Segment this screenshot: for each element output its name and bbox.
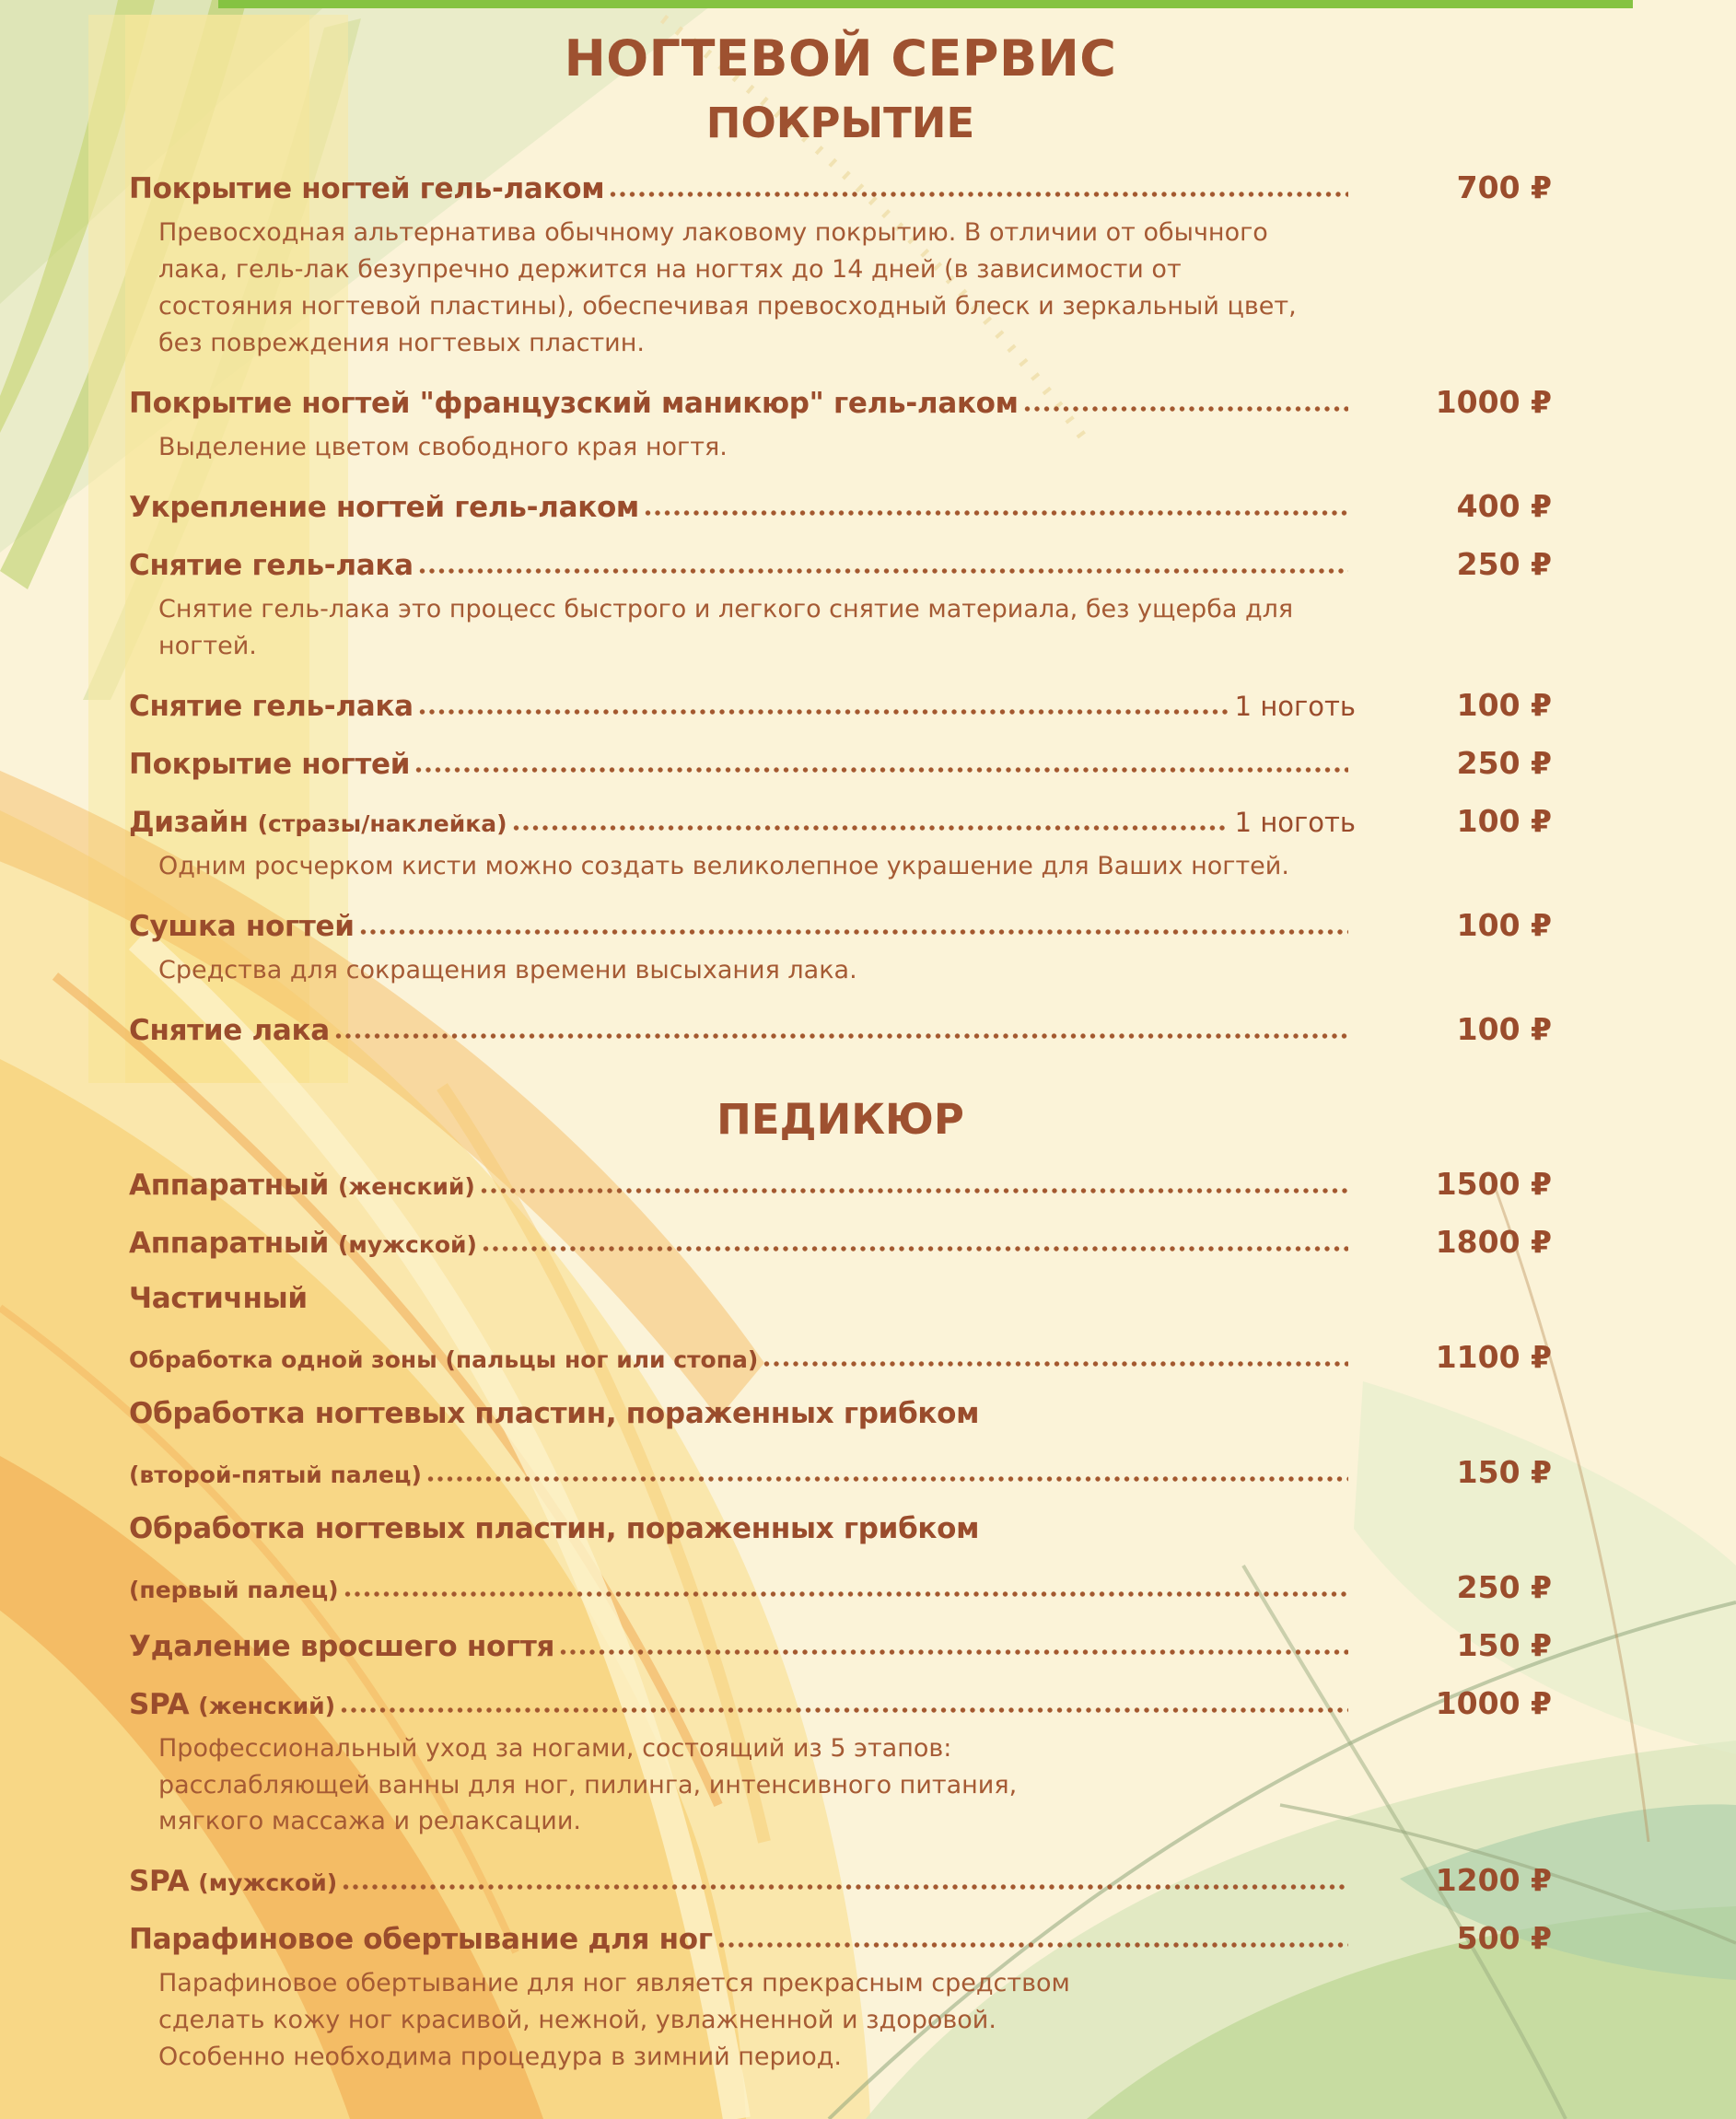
dotted-leader <box>718 1941 1348 1949</box>
item-label-suffix: (мужской) <box>338 1230 477 1258</box>
item-label: Дизайн <box>129 805 249 839</box>
dotted-leader <box>1024 405 1348 413</box>
menu-item <box>129 1282 1552 1315</box>
top-accent-bar <box>218 0 1633 8</box>
menu-item-line <box>129 1685 1552 1721</box>
item-price: 250 ₽ <box>1456 545 1552 582</box>
item-label-suffix: (женский) <box>198 1692 336 1719</box>
item-label: (второй-пятый палец) <box>129 1461 422 1488</box>
item-unit: 1 ноготь <box>1234 690 1356 722</box>
item-description: Профессиональный уход за ногами, состоящий из 5 этапов: расслабляющей ванны для ног, пилинга, интенсивного питания, мягкого массажа и релаксации. <box>158 1733 1018 1836</box>
item-price: 100 ₽ <box>1456 802 1552 839</box>
menu-item-line <box>129 803 1552 839</box>
menu-item-line <box>129 384 1552 420</box>
menu-item <box>129 1224 1552 1260</box>
menu-item <box>129 1685 1552 1841</box>
item-price: 1000 ₽ <box>1435 1684 1552 1721</box>
menu-item <box>129 384 1552 466</box>
dotted-leader <box>419 708 1228 716</box>
dotted-leader <box>513 824 1228 832</box>
page-title: НОГТЕВОЙ СЕРВИС <box>564 29 1117 87</box>
item-label: Аппаратный <box>129 1168 329 1202</box>
dotted-leader <box>419 567 1348 575</box>
menu-item-line <box>129 1512 1552 1545</box>
menu-item-line <box>129 546 1552 582</box>
menu-item <box>129 1920 1552 2076</box>
menu-item-line <box>129 745 1552 781</box>
menu-item <box>129 745 1552 781</box>
menu-item <box>129 1512 1552 1545</box>
menu-item-line <box>129 1454 1552 1490</box>
item-description: Средства для сокращения времени высыхания лака. <box>158 955 857 984</box>
item-price: 150 ₽ <box>1456 1453 1552 1490</box>
menu-item <box>129 907 1552 989</box>
item-label: Покрытие ногтей <box>129 747 411 781</box>
menu-item-line <box>129 687 1552 723</box>
menu-item <box>129 1397 1552 1430</box>
dotted-leader <box>427 1475 1348 1483</box>
item-label-suffix: (стразы/наклейка) <box>257 809 507 837</box>
menu-item <box>129 488 1552 524</box>
dotted-leader <box>360 928 1348 936</box>
menu-item <box>129 687 1552 723</box>
item-description: Снятие гель-лака это процесс быстрого и легкого снятие материала, без ущерба для ногтей. <box>158 594 1294 660</box>
dotted-leader <box>344 1590 1348 1598</box>
item-label: Укрепление ногтей гель-лаком <box>129 490 639 524</box>
menu-item <box>129 1011 1552 1047</box>
item-price: 250 ₽ <box>1456 744 1552 781</box>
dotted-leader <box>645 509 1348 517</box>
menu-item-line <box>129 907 1552 943</box>
menu-item <box>129 1627 1552 1663</box>
dotted-leader <box>560 1648 1348 1656</box>
menu-item <box>129 169 1552 362</box>
menu-item <box>129 803 1552 885</box>
menu-item <box>129 546 1552 665</box>
item-price: 400 ₽ <box>1456 487 1552 524</box>
item-price: 700 ₽ <box>1456 169 1552 205</box>
item-label: Снятие гель-лака <box>129 689 414 723</box>
item-unit: 1 ноготь <box>1234 806 1356 838</box>
dotted-leader <box>341 1706 1348 1714</box>
menu-item-line <box>129 1339 1552 1375</box>
menu-item-line <box>129 1282 1552 1315</box>
item-price: 100 ₽ <box>1456 686 1552 723</box>
menu-item <box>129 1166 1552 1202</box>
item-label: Парафиновое обертывание для ног <box>129 1923 713 1957</box>
dotted-leader <box>343 1883 1348 1891</box>
menu-item-line <box>129 1397 1552 1430</box>
menu-item <box>129 1862 1552 1898</box>
sections-container <box>129 99 1552 2076</box>
menu-item-line <box>129 1569 1552 1605</box>
item-label: SPA <box>129 1865 190 1899</box>
item-price: 100 ₽ <box>1456 906 1552 943</box>
dotted-leader <box>481 1187 1348 1194</box>
menu-item-line <box>129 169 1552 205</box>
section-heading: ПОКРЫТИЕ <box>705 99 975 147</box>
menu-item-line <box>129 1011 1552 1047</box>
item-price: 1200 ₽ <box>1435 1862 1552 1899</box>
dotted-leader <box>763 1360 1348 1368</box>
item-label: Сушка ногтей <box>129 909 355 943</box>
dotted-leader <box>610 191 1348 198</box>
item-label-suffix: (женский) <box>338 1172 475 1200</box>
item-price: 1000 ₽ <box>1435 383 1552 420</box>
menu-item-line <box>129 1627 1552 1663</box>
item-label: SPA <box>129 1687 190 1721</box>
dotted-leader <box>483 1245 1348 1252</box>
item-price: 500 ₽ <box>1456 1920 1552 1957</box>
item-description: Парафиновое обертывание для ног является прекрасным средством сделать кожу ног красивой, нежной, увлажненной и здоровой. Особенно необходима процедура в зимний период. <box>158 1969 1070 2072</box>
section-heading: ПЕДИКЮР <box>717 1094 964 1144</box>
menu-item-line <box>129 1224 1552 1260</box>
item-label: Обработка ногтевых пластин, пораженных грибком <box>129 1396 980 1430</box>
item-label: Обработка ногтевых пластин, пораженных грибком <box>129 1511 980 1545</box>
item-price: 1800 ₽ <box>1435 1223 1552 1260</box>
item-description: Выделение цветом свободного края ногтя. <box>158 432 728 461</box>
menu-item <box>129 1454 1552 1490</box>
item-label: Снятие лака <box>129 1013 330 1047</box>
menu-item <box>129 1339 1552 1375</box>
item-label: Удаление вросшего ногтя <box>129 1629 555 1663</box>
dotted-leader <box>335 1032 1348 1040</box>
item-label: Частичный <box>129 1281 308 1315</box>
item-price: 100 ₽ <box>1456 1010 1552 1047</box>
item-label: Аппаратный <box>129 1226 329 1260</box>
menu-item-line <box>129 1920 1552 1956</box>
item-label: Покрытие ногтей "французский маникюр" гель-лаком <box>129 386 1019 420</box>
item-price: 150 ₽ <box>1456 1626 1552 1663</box>
menu-section <box>129 99 1552 1047</box>
item-description: Превосходная альтернатива обычному лаковому покрытию. В отличии от обычного лака, гель-лак безупречно держится на ногтях до 14 дней (в зависимости от состояния ногтевой пластины), обеспечивая превосходный блеск и зеркальный цвет, без повреждения ногтевых пластин. <box>158 218 1297 357</box>
dotted-leader <box>415 766 1348 774</box>
item-label-suffix: (мужской) <box>198 1869 338 1897</box>
item-label: Снятие гель-лака <box>129 548 414 582</box>
menu-section <box>129 1095 1552 2077</box>
menu-item <box>129 1569 1552 1605</box>
item-label: Обработка одной зоны (пальцы ног или стопа) <box>129 1345 759 1373</box>
item-price: 250 ₽ <box>1456 1568 1552 1605</box>
item-price: 1500 ₽ <box>1435 1165 1552 1202</box>
item-description: Одним росчерком кисти можно создать великолепное украшение для Ваших ногтей. <box>158 851 1289 880</box>
menu-item-line <box>129 1862 1552 1898</box>
item-price: 1100 ₽ <box>1435 1338 1552 1375</box>
menu-item-line <box>129 488 1552 524</box>
item-label: Покрытие ногтей гель-лаком <box>129 172 605 205</box>
item-label: (первый палец) <box>129 1576 339 1603</box>
menu-item-line <box>129 1166 1552 1202</box>
